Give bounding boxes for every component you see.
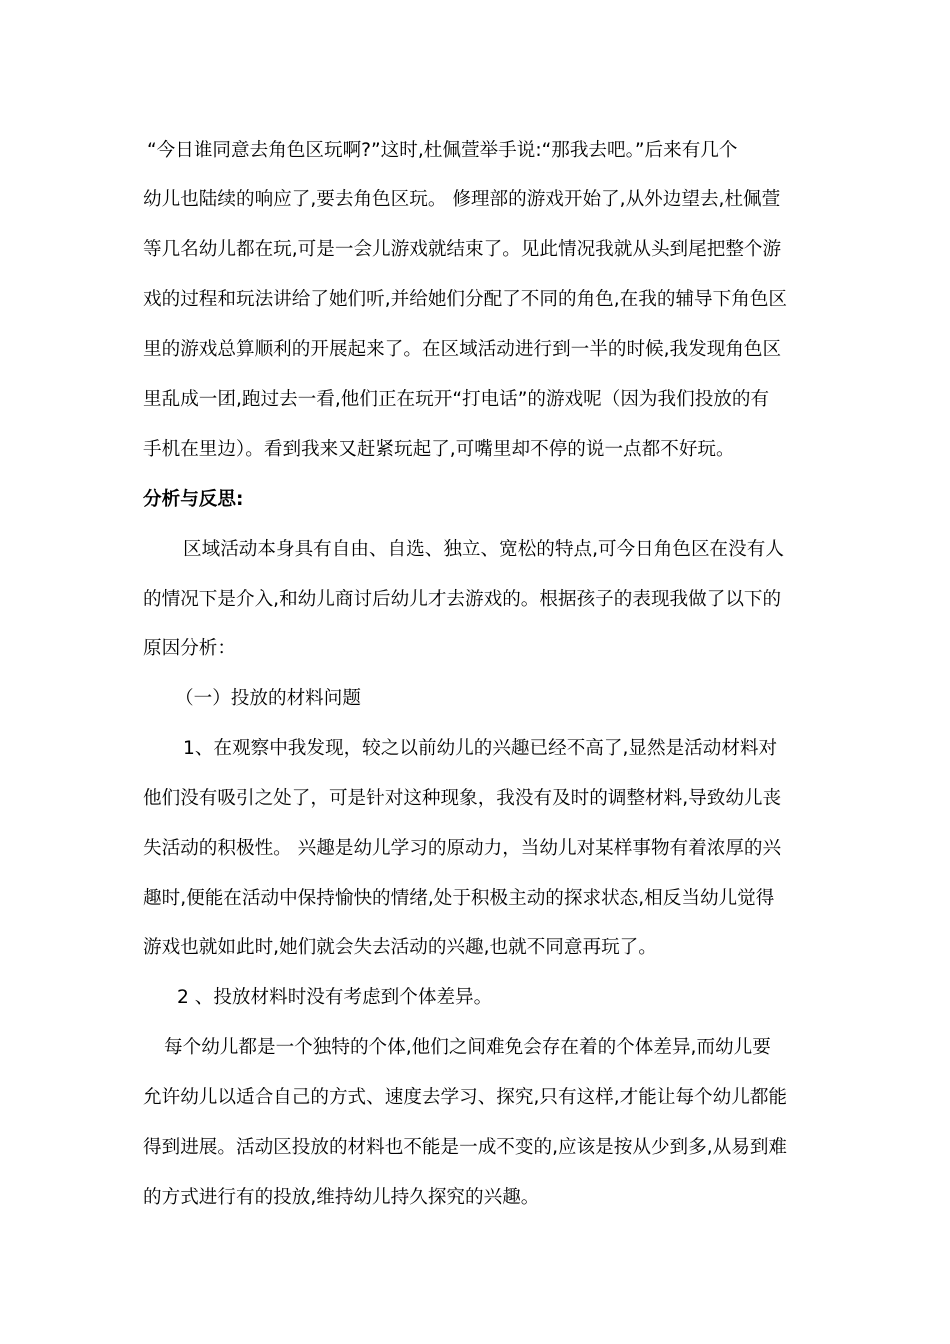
subsection-heading: 2 、投放材料时没有考虑到个体差异。 (177, 987, 493, 1008)
paragraph-line: 允许幼儿以适合自己的方式、速度去学习、探究,只有这样,才能让每个幼儿都能 (143, 1087, 788, 1108)
paragraph-line: 得到进展。活动区投放的材料也不能是一成不变的,应该是按从少到多,从易到难 (143, 1137, 788, 1158)
paragraph-line: 趣时,便能在活动中保持愉快的情绪,处于积极主动的探求状态,相反当幼儿觉得 (143, 888, 775, 909)
section-heading: 分析与反思: (143, 489, 244, 510)
paragraph-line: 他们没有吸引之处了，可是针对这种现象，我没有及时的调整材料,导致幼儿丧 (143, 788, 782, 809)
paragraph-line: 游戏也就如此时,她们就会失去活动的兴趣,也就不同意再玩了。 (143, 937, 657, 958)
paragraph-line: 的方式进行有的投放,维持幼儿持久探究的兴趣。 (143, 1187, 540, 1208)
subsection-heading: （一）投放的材料问题 (175, 688, 361, 709)
paragraph-line: 戏的过程和玩法讲给了她们听,并给她们分配了不同的角色,在我的辅导下角色区 (143, 289, 788, 310)
paragraph-line: 的情况下是介入,和幼儿商讨后幼儿才去游戏的。根据孩子的表现我做了以下的 (143, 589, 782, 610)
paragraph-line: 里乱成一团,跑过去一看,他们正在玩开“打电话”的游戏呢（因为我们投放的有 (143, 389, 770, 410)
paragraph-line: 里的游戏总算顺利的开展起来了。在区域活动进行到一半的时候,我发现角色区 (143, 339, 782, 360)
paragraph-line: 区域活动本身具有自由、自选、独立、宽松的特点,可今日角色区在没有人 (183, 539, 784, 560)
paragraph-line: “今日谁同意去角色区玩啊?”这时,杜佩萱举手说:“那我去吧。”后来有几个 (147, 140, 738, 161)
paragraph-line: 等几名幼儿都在玩,可是一会儿游戏就结束了。见此情况我就从头到尾把整个游 (143, 239, 782, 260)
paragraph-line: 原因分析： (143, 638, 236, 659)
paragraph-line: 手机在里边）。看到我来又赶紧玩起了,可嘴里却不停的说一点都不好玩。 (143, 439, 735, 460)
paragraph-line: 每个幼儿都是一个独特的个体,他们之间难免会存在着的个体差异,而幼儿要 (164, 1037, 771, 1058)
paragraph-line: 失活动的积极性。 兴趣是幼儿学习的原动力，当幼儿对某样事物有着浓厚的兴 (143, 838, 782, 859)
paragraph-line: 幼儿也陆续的响应了,要去角色区玩。 修理部的游戏开始了,从外边望去,杜佩萱 (143, 189, 781, 210)
paragraph-line: 1、在观察中我发现，较之以前幼儿的兴趣已经不高了,显然是活动材料对 (183, 738, 778, 759)
